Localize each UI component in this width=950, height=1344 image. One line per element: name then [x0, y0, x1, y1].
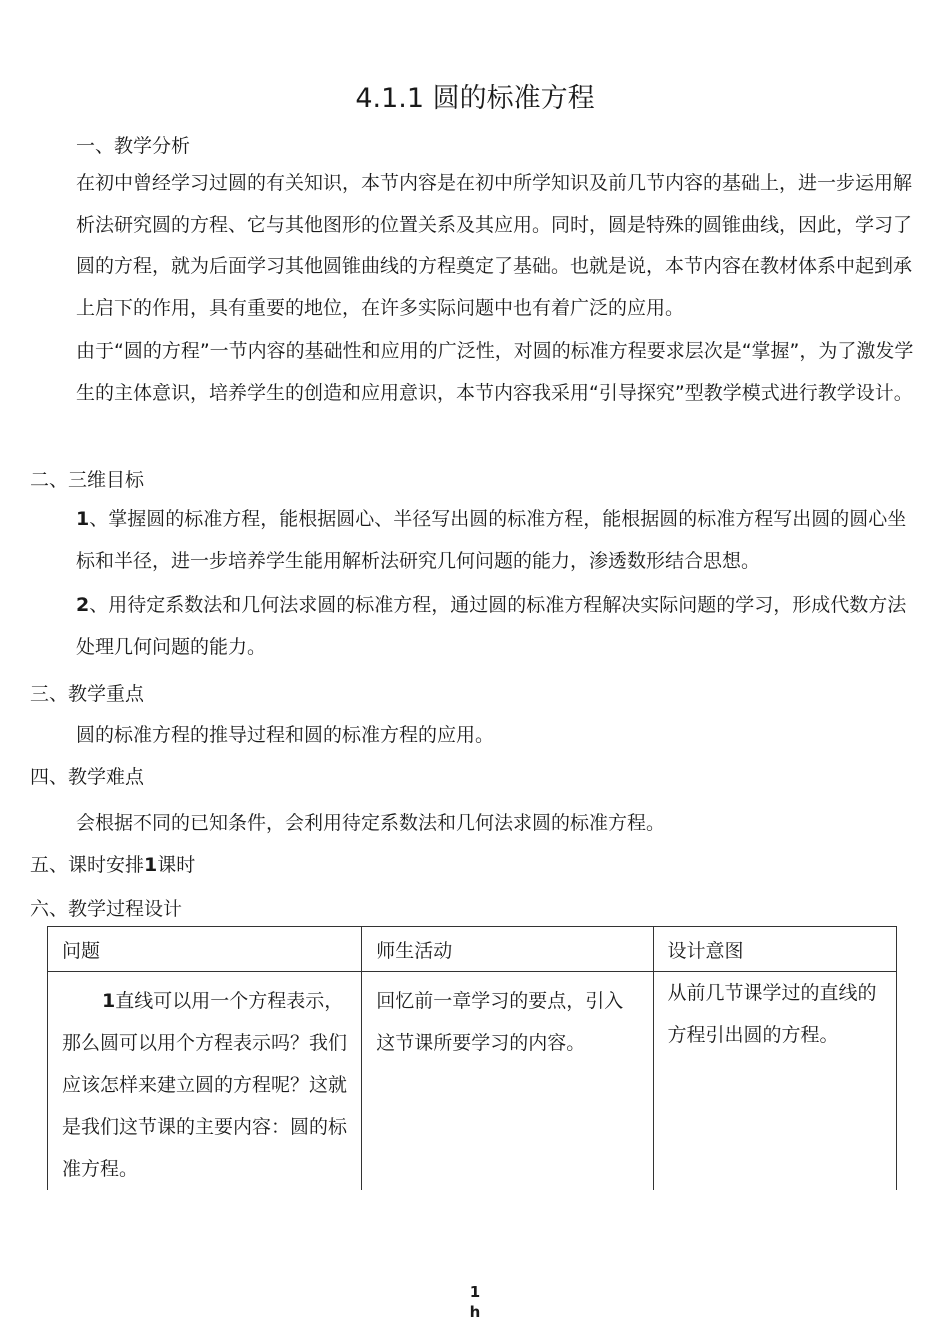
goal-paragraph-1: [30, 499, 915, 582]
analysis-paragraph-2: [30, 331, 915, 414]
page-number-value: 1: [469, 1283, 481, 1301]
goal-number-2: 2: [76, 594, 90, 616]
question-indent: [62, 990, 102, 1012]
goal-number-1: 1: [76, 508, 90, 530]
schedule-prefix: 五、课时安排: [30, 854, 145, 876]
table-header-intent: 设计意图: [653, 927, 896, 972]
difficulty-text: 会根据不同的已知条件，会利用待定系数法和几何法求圆的标准方程。: [76, 812, 666, 834]
section-heading-schedule: [30, 850, 195, 877]
table-header-question: 问题: [48, 927, 362, 972]
question-text: 直线可以用一个方程表示，那么圆可以用个方程表示吗？我们应该怎样来建立圆的方程呢？这就是我们这节课的主要内容：圆的标准方程。: [62, 990, 348, 1180]
document-title: 4.1.1 圆的标准方程: [355, 83, 595, 114]
goal-text-2: [30, 585, 915, 668]
key-point-text: 圆的标准方程的推导过程和圆的标准方程的应用。: [76, 724, 495, 746]
table-cell-intent: 从前几节课学过的直线的方程引出圆的方程。: [653, 972, 896, 1191]
goal-text-1: [30, 499, 915, 582]
page-number-suffix: h: [469, 1303, 481, 1321]
table-cell-activity: 回忆前一章学习的要点，引入这节课所要学习的内容。: [362, 972, 653, 1191]
page-number: [463, 1282, 487, 1322]
table-header-row: [48, 927, 897, 972]
table-cell-question: [48, 972, 362, 1191]
section-heading-goals: 二、三维目标: [30, 469, 145, 491]
table-header-activity: 师生活动: [362, 927, 653, 972]
analysis-paragraph-1: [30, 163, 915, 329]
goal-body-2: 、用待定系数法和几何法求圆的标准方程，通过圆的标准方程解决实际问题的学习，形成代数方法处理几何问题的能力。: [76, 594, 907, 658]
section-heading-difficulty: 四、教学难点: [30, 766, 145, 788]
analysis-text-2: 由于“圆的方程”一节内容的基础性和应用的广泛性，对圆的标准方程要求层次是“掌握”，为了激发学生的主体意识，培养学生的创造和应用意识，本节内容我采用“引导探究”型教学模式进行教学设计。: [76, 340, 914, 404]
goal-paragraph-2: [30, 585, 915, 668]
process-table: [47, 926, 897, 1190]
question-number: 1: [102, 990, 116, 1012]
analysis-text-1: 在初中曾经学习过圆的有关知识，本节内容是在初中所学知识及前几节内容的基础上，进一步运用解析法研究圆的方程、它与其他图形的位置关系及其应用。同时，圆是特殊的圆锥曲线，因此，学习了圆的方程，就为后面学习其他圆锥曲线的方程奠定了基础。也就是说，本节内容在教材体系中起到承上启下的作用，具有重要的地位，在许多实际问题中也有着广泛的应用。: [76, 172, 913, 319]
table-row: [48, 972, 897, 1191]
schedule-number: 1: [144, 854, 158, 876]
section-heading-process: 六、教学过程设计: [30, 898, 183, 920]
goal-body-1: 、掌握圆的标准方程，能根据圆心、半径写出圆的标准方程，能根据圆的标准方程写出圆的圆心坐标和半径，进一步培养学生能用解析法研究几何问题的能力，渗透数形结合思想。: [76, 508, 907, 572]
section-heading-analysis: 一、教学分析: [76, 135, 191, 157]
section-heading-key-point: 三、教学重点: [30, 683, 145, 705]
schedule-suffix: 课时: [157, 854, 196, 876]
